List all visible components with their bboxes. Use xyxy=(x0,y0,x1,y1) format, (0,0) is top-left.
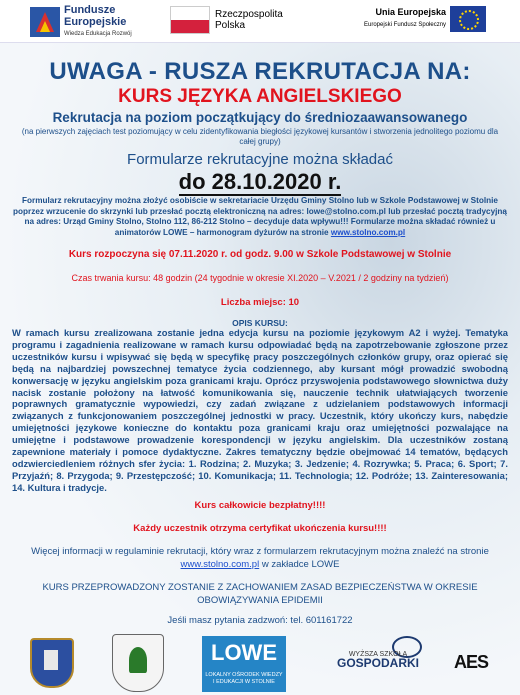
municipality-crest-icon xyxy=(112,634,164,692)
description-label: OPIS KURSU: xyxy=(232,318,288,328)
course-name: KURS JĘZYKA ANGIELSKIEGO xyxy=(118,86,402,107)
forms-info-text: Formularz rekrutacyjny można złożyć osobiście w sekretariacie Urzędu Gminy Stolno lub w Szkole Podstawowej w Stolnie poprzez wrzucenie do skrzynki lub przesłać pocztą elektroniczną na adres: lowe@stolno.com.pl lub przesłać pocztą tradycyjną na adres: Urząd Gminy Stolno, Stolno 112, 86-212 Stolno – decyduje data wpływu!!! Formularze można składać również u animatorów LOWE – harmonogram dyżurów na stronie xyxy=(13,196,507,237)
fe-title: Fundusze Europejskie xyxy=(64,4,127,28)
rzeczpospolita-logo xyxy=(170,6,290,34)
deadline xyxy=(0,169,520,195)
forms-link[interactable]: www.stolno.com.pl xyxy=(330,227,406,237)
free-info: Kurs całkowicie bezpłatny!!!! xyxy=(194,500,326,511)
start-info: Kurs rozpoczyna się 07.11.2020 r. od godz. 9.00 w Szkole Podstawowej w Stolnie xyxy=(68,249,452,260)
aes-logo: AES xyxy=(454,652,489,672)
eu-flag-icon xyxy=(450,6,486,32)
pl-text: Rzeczpospolita Polska xyxy=(215,9,283,31)
fundusze-europejskie-logo xyxy=(30,4,142,40)
ue-title: Unia Europejska xyxy=(375,7,447,17)
partner-logos xyxy=(0,632,520,695)
level: Rekrutacja na poziom początkujący do średniozaawansowanego xyxy=(52,110,468,125)
more-info-text-a: Więcej informacji w regulaminie rekrutacji, który wraz z formularzem rekrutacyjnym można znaleźć na stronie xyxy=(31,546,489,557)
fe-subtitle: Wiedza Edukacja Rozwój xyxy=(64,31,132,37)
certificate-info: Każdy uczestnik otrzyma certyfikat ukończenia kursu!!!! xyxy=(133,523,387,534)
headline: UWAGA - RUSZA REKRUTACJA NA: xyxy=(49,58,471,85)
deadline-text: do 28.10.2020 r. xyxy=(178,169,342,194)
safety-info: KURS PRZEPROWADZONY ZOSTANIE Z ZACHOWANIEM ZASAD BEZPIECZEŃSTWA W OKRESIE OBOWIĄZYWANIA EPIDEMII xyxy=(42,582,478,606)
wsg-logo xyxy=(328,650,428,668)
seats-info: Liczba miejsc: 10 xyxy=(220,297,300,308)
ue-subtitle: Europejski Fundusz Społeczny xyxy=(364,22,447,28)
level-note: (na pierwszych zajęciach test poziomujący w celu zidentyfikowania biegłości językowej kursantów i stworzenia jednolitego poziomu dla całej grupy) xyxy=(21,127,499,146)
funding-header xyxy=(0,0,520,43)
contact-info: Jeśli masz pytania zadzwoń: tel. 601161722 xyxy=(167,615,353,626)
forms-label: Formularze rekrutacyjne można składać xyxy=(127,151,393,168)
course-description: W ramach kursu zrealizowana zostanie jedna edycja kursu na poziomie językowym A2 i wyżej. Tematyka programu i zagadnienia realizowane w ramach kursu odpowiadać będą na zapotrzebowanie zgłoszone przez uczestników kursu i wpisywać się będą w specyfikę pracy poszczególnych członków grupy, oraz opierać się będą na najbardziej powszechnej tematyce życia codziennego, aby kursant mógł prowadzić swobodną konwersację w języku angielskim poza granicami kraju. Oprócz przyswojenia podstawowego słownictwa duży nacisk zostanie położony na łatwość komunikowania się, nauczenie technik ułatwiających tworzenie poprawnych gramatycznie wypowiedzi, czy zadań związane z udzielaniem podstawowych informacji związanych z funkcjonowaniem poszczególnej jednostki w pracy. Uczestnik, który ukończy kurs, nabędzie umiejętności językowe konieczne do kontaktu poza granicami kraju oraz umiejętności pozwalające na umiejętne i podstawowe prowadzenie korespondencji w języku angielskim. Dla uczestników zostaną zapewnione materiały i pomoce dydaktyczne. Zakres tematyczny będzie obejmować 14 tematów, będących odzwierciedleniem różnych sfer życia: 1. Rodzina; 2. Muzyka; 3. Jedzenie; 4. Rozrywka; 5. Praca; 6. Sport; 7. Przyjaźń; 8. Przygoda; 9. Przestępczość; 10. Komunikacja; 11. Technologia; 12. Podróże; 13. Zainteresowania; 14. Kultura i tradycje. xyxy=(12,327,508,493)
more-info-link[interactable]: www.stolno.com.pl xyxy=(180,559,260,570)
more-info-text-b: w zakładce LOWE xyxy=(261,559,340,570)
lowe-logo xyxy=(202,636,286,692)
forms-info xyxy=(12,196,508,238)
more-info xyxy=(20,545,500,571)
wsg-bottom: GOSPODARKI xyxy=(336,656,419,670)
lowe-logo-text: LOWE xyxy=(211,640,277,665)
fe-flag-icon xyxy=(30,7,60,37)
poland-flag-icon xyxy=(170,6,210,34)
duration-info: Czas trwania kursu: 48 godzin (24 tygodnie w okresie XI.2020 – V.2021 / 2 godziny na tydzień) xyxy=(71,273,449,283)
stolno-crest-icon xyxy=(30,638,74,688)
eu-logo xyxy=(364,6,486,32)
lowe-logo-subtext: LOKALNY OŚRODEK WIEDZY I EDUKACJI W STOLNIE xyxy=(205,672,283,685)
wsg-top: WYŻSZA SZKOŁA xyxy=(348,651,408,658)
